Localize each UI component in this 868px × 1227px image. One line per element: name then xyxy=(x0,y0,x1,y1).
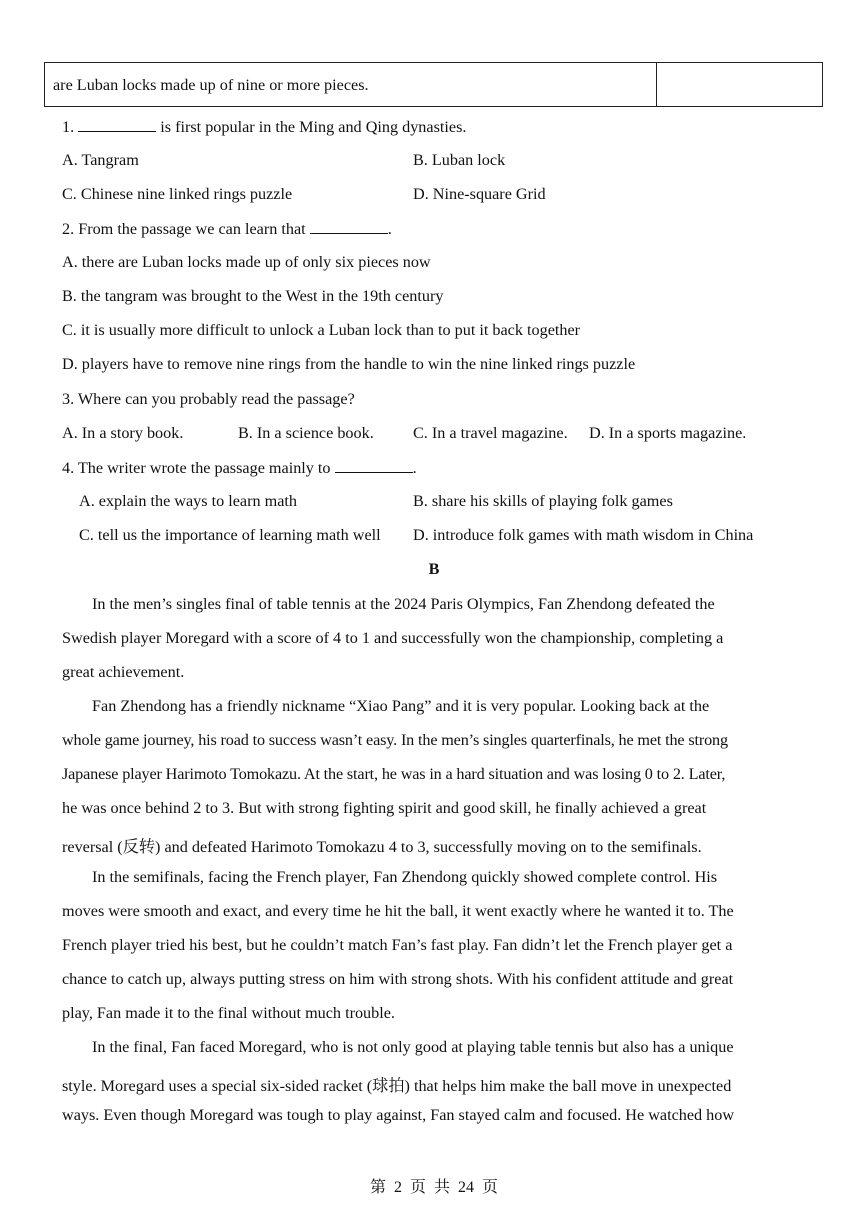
question-1-blank xyxy=(78,117,156,132)
question-2-text: 2. From the passage we can learn that xyxy=(62,220,306,238)
passage-line: In the men’s singles final of table tennis at the 2024 Paris Olympics, Fan Zhendong defeated the xyxy=(92,595,715,613)
passage-line: chance to catch up, always putting stress on him with strong shots. With his confident attitude and great xyxy=(62,970,734,988)
question-1-option-c: C. Chinese nine linked rings puzzle xyxy=(62,185,293,203)
passage-line: great achievement. xyxy=(62,663,185,681)
passage-line: ways. Even though Moregard was tough to play against, Fan stayed calm and focused. He watched how xyxy=(62,1106,735,1124)
question-4-option-b: B. share his skills of playing folk games xyxy=(413,492,673,510)
question-2-blank xyxy=(310,219,388,234)
question-3-option-a: A. In a story book. xyxy=(62,424,184,442)
passage-line: he was once behind 2 to 3. But with strong fighting spirit and good skill, he finally achieved a great xyxy=(62,799,707,817)
passage-line: Swedish player Moregard with a score of 4 to 1 and successfully won the championship, completing a xyxy=(62,629,724,647)
question-2-option-b: B. the tangram was brought to the West in the 19th century xyxy=(62,287,444,305)
passage-line: In the final, Fan faced Moregard, who is not only good at playing table tennis but also has a unique xyxy=(92,1038,734,1056)
question-3-option-c: C. In a travel magazine. xyxy=(413,424,568,442)
section-heading: B xyxy=(428,560,440,578)
question-1-option-d: D. Nine-square Grid xyxy=(413,185,546,203)
question-1-number: 1. xyxy=(62,118,75,136)
question-2-stem xyxy=(62,219,392,239)
table-divider xyxy=(656,62,657,107)
passage-line: In the semifinals, facing the French player, Fan Zhendong quickly showed complete control. His xyxy=(92,868,718,886)
question-2-period: . xyxy=(387,220,392,238)
passage-line: reversal (反转) and defeated Harimoto Tomokazu 4 to 3, successfully moving on to the semifinals. xyxy=(62,838,702,856)
passage-line: Fan Zhendong has a friendly nickname “Xiao Pang” and it is very popular. Looking back at the xyxy=(92,697,710,715)
question-2-option-a: A. there are Luban locks made up of only six pieces now xyxy=(62,253,431,271)
page-footer: 第 2 页 共 24 页 xyxy=(369,1179,498,1196)
passage-line: Japanese player Harimoto Tomokazu. At the start, he was in a hard situation and was losing 0 to 2. Later, xyxy=(62,765,726,783)
passage-line: play, Fan made it to the final without much trouble. xyxy=(62,1004,395,1022)
question-1-stem xyxy=(62,117,466,137)
question-4-stem xyxy=(62,458,417,478)
passage-line: style. Moregard uses a special six-sided racket (球拍) that helps him make the ball move in unexpected xyxy=(62,1077,732,1095)
question-4-option-d: D. introduce folk games with math wisdom in China xyxy=(413,526,754,544)
question-4-option-a: A. explain the ways to learn math xyxy=(79,492,298,510)
table-cell-text: are Luban locks made up of nine or more pieces. xyxy=(53,76,369,94)
question-3-stem: 3. Where can you probably read the passage? xyxy=(62,390,355,408)
question-1-text: is first popular in the Ming and Qing dynasties. xyxy=(160,118,467,136)
question-1-option-a: A. Tangram xyxy=(62,151,139,169)
question-4-period: . xyxy=(412,459,417,477)
question-4-text: 4. The writer wrote the passage mainly to xyxy=(62,459,331,477)
question-3-option-d: D. In a sports magazine. xyxy=(589,424,747,442)
question-2-option-d: D. players have to remove nine rings from the handle to win the nine linked rings puzzle xyxy=(62,355,636,373)
question-4-blank xyxy=(335,458,413,473)
question-3-option-b: B. In a science book. xyxy=(238,424,374,442)
question-4-option-c: C. tell us the importance of learning math well xyxy=(79,526,381,544)
question-2-option-c: C. it is usually more difficult to unlock a Luban lock than to put it back together xyxy=(62,321,581,339)
question-1-option-b: B. Luban lock xyxy=(413,151,506,169)
passage-line: French player tried his best, but he couldn’t match Fan’s fast play. Fan didn’t let the French player get a xyxy=(62,936,733,954)
passage-line: whole game journey, his road to success wasn’t easy. In the men’s singles quarterfinals, he met the strong xyxy=(62,731,728,749)
passage-line: moves were smooth and exact, and every time he hit the ball, it went exactly where he wanted it to. The xyxy=(62,902,734,920)
